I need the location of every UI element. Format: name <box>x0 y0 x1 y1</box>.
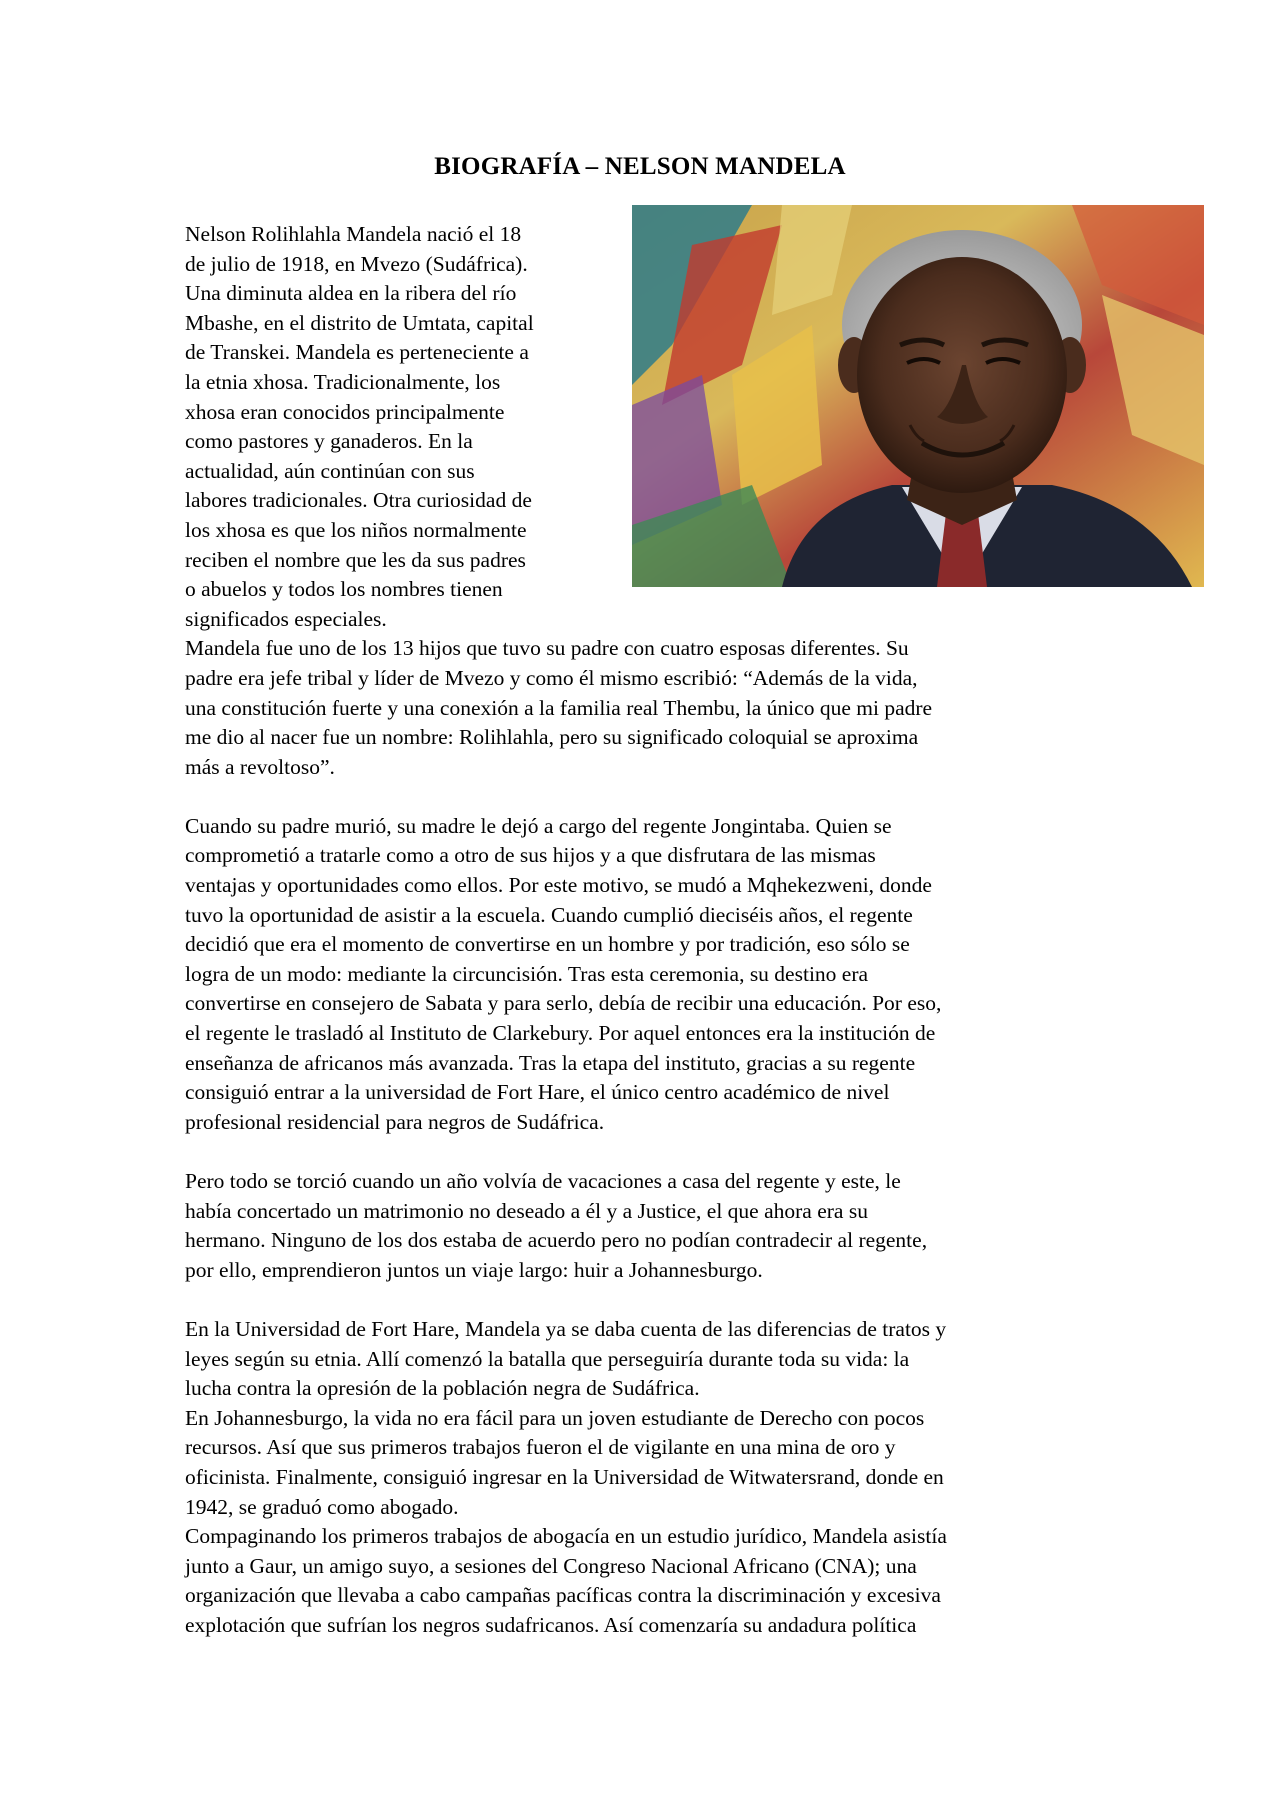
intro-line: la etnia xhosa. Tradicionalmente, los <box>185 369 501 394</box>
paragraph-line: había concertado un matrimonio no deseado a él y a Justice, el que ahora era su <box>185 1198 868 1223</box>
paragraph-line: hermano. Ninguno de los dos estaba de acuerdo pero no podían contradecir al regente, <box>185 1228 928 1253</box>
paragraph-line: recursos. Así que sus primeros trabajos fueron el de vigilante en una mina de oro y <box>185 1435 896 1460</box>
paragraph-gap <box>185 1285 947 1315</box>
paragraph-line: profesional residencial para negros de Sudáfrica. <box>185 1109 605 1134</box>
paragraph-line: tuvo la oportunidad de asistir a la escuela. Cuando cumplió dieciséis años, el regente <box>185 902 913 927</box>
paragraph-line: una constitución fuerte y una conexión a la familia real Thembu, la único que mi padre <box>185 695 933 720</box>
paragraph-line: el regente le trasladó al Instituto de Clarkebury. Por aquel entonces era la institución de <box>185 1021 936 1046</box>
intro-line: como pastores y ganaderos. En la <box>185 429 473 454</box>
document-title: BIOGRAFÍA – NELSON MANDELA <box>434 153 846 180</box>
paragraph-line: padre era jefe tribal y líder de Mvezo y como él mismo escribió: “Además de la vida, <box>185 665 918 690</box>
paragraph-line: me dio al nacer fue un nombre: Rolihlahla, pero su significado coloquial se aproxima <box>185 725 919 750</box>
biography-text <box>185 220 947 1641</box>
paragraph-line: consiguió entrar a la universidad de Fort Hare, el único centro académico de nivel <box>185 1080 890 1105</box>
paragraph-line: Pero todo se torció cuando un año volvía de vacaciones a casa del regente y este, le <box>185 1169 901 1193</box>
paragraph-line: ventajas y oportunidades como ellos. Por este motivo, se mudó a Mqhekezweni, donde <box>185 873 932 898</box>
intro-line: Una diminuta aldea en la ribera del río <box>185 281 517 306</box>
paragraph-line: lucha contra la opresión de la población negra de Sudáfrica. <box>185 1376 700 1401</box>
paragraph-line: organización que llevaba a cabo campañas pacíficas contra la discriminación y excesiva <box>185 1583 941 1608</box>
paragraph-line: explotación que sufrían los negros sudafricanos. Así comenzaría su andadura política <box>185 1612 917 1637</box>
intro-line: xhosa eran conocidos principalmente <box>185 399 505 424</box>
intro-line: de Transkei. Mandela es perteneciente a <box>185 340 529 365</box>
paragraph-line: Cuando su padre murió, su madre le dejó a cargo del regente Jongintaba. Quien se <box>185 813 892 838</box>
paragraph-line: Mandela fue uno de los 13 hijos que tuvo su padre con cuatro esposas diferentes. Su <box>185 636 909 661</box>
paragraph-line: convertirse en consejero de Sabata y para serlo, debía de recibir una educación. Por eso, <box>185 991 942 1016</box>
paragraph-gap <box>185 1137 947 1167</box>
paragraph-line: por ello, emprendieron juntos un viaje largo: huir a Johannesburgo. <box>185 1257 763 1282</box>
intro-line: o abuelos y todos los nombres tienen <box>185 577 503 602</box>
paragraph-line: 1942, se graduó como abogado. <box>185 1494 459 1519</box>
paragraph-gap <box>185 782 947 812</box>
intro-line: reciben el nombre que les da sus padres <box>185 547 526 572</box>
paragraph-line: Compaginando los primeros trabajos de abogacía en un estudio jurídico, Mandela asistía <box>185 1524 947 1549</box>
intro-line: Mbashe, en el distrito de Umtata, capital <box>185 310 534 335</box>
paragraph-line: En Johannesburgo, la vida no era fácil para un joven estudiante de Derecho con pocos <box>185 1405 925 1430</box>
intro-line: los xhosa es que los niños normalmente <box>185 517 527 542</box>
paragraph-line: más a revoltoso”. <box>185 754 335 779</box>
paragraph-line: decidió que era el momento de convertirse en un hombre y por tradición, eso sólo se <box>185 932 910 957</box>
intro-line: significados especiales. <box>185 606 387 631</box>
paragraph-line: leyes según su etnia. Allí comenzó la batalla que perseguiría durante toda su vida: la <box>185 1346 910 1371</box>
intro-line: labores tradicionales. Otra curiosidad de <box>185 488 532 513</box>
paragraph-line: junto a Gaur, un amigo suyo, a sesiones del Congreso Nacional Africano (CNA); una <box>185 1553 917 1578</box>
paragraph-line: comprometió a tratarle como a otro de sus hijos y a que disfrutara de las mismas <box>185 843 876 868</box>
paragraph-line: oficinista. Finalmente, consiguió ingresar en la Universidad de Witwatersrand, donde en <box>185 1464 944 1489</box>
intro-line: actualidad, aún continúan con sus <box>185 458 475 483</box>
intro-line: Nelson Rolihlahla Mandela nació el 18 <box>185 222 522 246</box>
intro-line: de julio de 1918, en Mvezo (Sudáfrica). <box>185 251 528 276</box>
paragraph-line: enseñanza de africanos más avanzada. Tras la etapa del instituto, gracias a su regente <box>185 1050 916 1075</box>
paragraph-line: En la Universidad de Fort Hare, Mandela ya se daba cuenta de las diferencias de tratos y <box>185 1316 947 1341</box>
paragraph-line: logra de un modo: mediante la circuncisión. Tras esta ceremonia, su destino era <box>185 961 869 986</box>
